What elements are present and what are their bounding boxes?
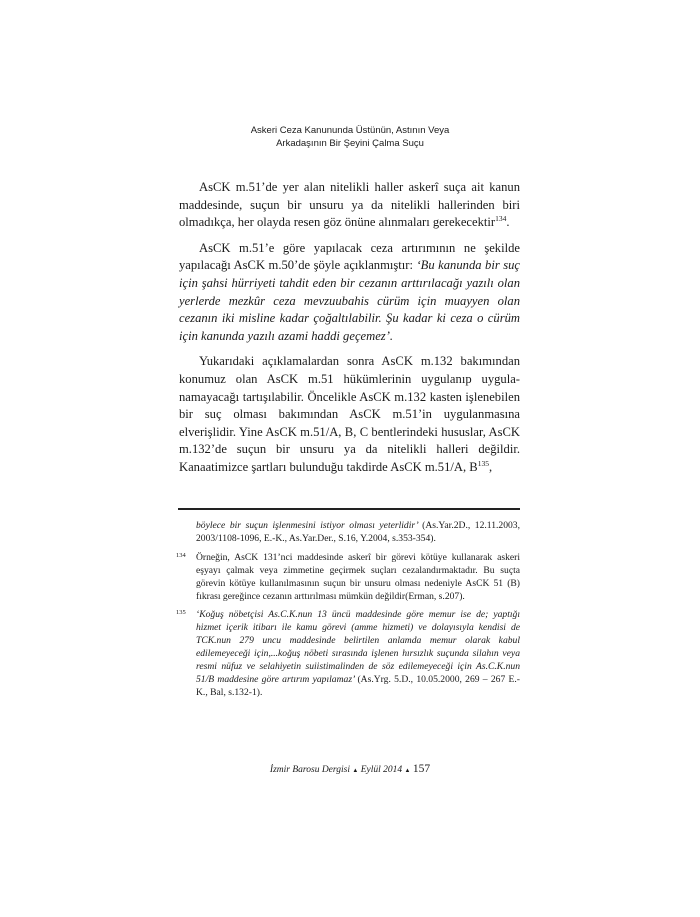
quoted-provision: ‘Bu kanunda bir suç için şahsi hürriyeti tahdit eden bir cezanın arttırılacağı yazılı olan yerlerde mezkûr ceza mevzuubahis cürüm için muayyen olan cezanın iki misline kadar çoğaltılabilir. Şu kadar ki ceza o cürüm için kanunda yazılı azami haddi geçemez’. bbox=[179, 258, 521, 343]
footnotes bbox=[176, 520, 520, 706]
footnote-ref-134[interactable]: 134 bbox=[495, 214, 507, 223]
footnote-continuation: böylece bir suçun işlenmesini istiyor olması yeterlidir’ (As.Yar.2D., 12.11.2003, 2003/1108-1096, E.-K., As.Yar.Der., S.16, Y.2004, s.353-354). bbox=[196, 520, 520, 544]
footnote-134: 134 Örneğin, AsCK 131’nci maddesinde askerî bir görevi kötüye kullanarak askeri eşyayı çalmak veya zimmetine geçirmek suçları cezalandırmaktadır. Bu suçta görevin kötüye kullanılmasının suçun bir unsuru olması nedeniyle AsCK 51 (B) fıkrası gereğince cezanın arttırılması mümkün değildir(Erman, s.207). bbox=[176, 551, 520, 602]
running-header bbox=[180, 124, 520, 150]
footnote-separator bbox=[178, 508, 520, 510]
running-header-line-1: Askeri Ceza Kanununda Üstünün, Astının Veya bbox=[250, 125, 450, 136]
footnote-ref-135[interactable]: 135 bbox=[477, 458, 489, 468]
running-header-line-2: Arkadaşının Bir Şeyini Çalma Suçu bbox=[276, 138, 424, 149]
paragraph-3: Yukarıdaki açıklamalardan sonra AsCK m.132 bakımından konumuz olan AsCK m.51 hükümlerinin uygulanıp uygulanamayacağı tartışılabilir. Öncelikle AsCK m.132 kasten işlenebilen bir suç olması bakımından AsCK m.51’in uygulanmasına elverişlidir. Yine AsCK m.51/A, B, C bentlerindeki hususlar, AsCK m.132’de suçun bir unsuru ya da nitelikli halleri değildir. Kanaatimizce şartları bulunduğu takdirde AsCK m.51/A, $B^{135}$, bbox=[179, 354, 520, 474]
footnote-number: 134 bbox=[176, 551, 186, 559]
body-text bbox=[179, 179, 520, 477]
issue-date: Eylül 2014 bbox=[360, 765, 403, 775]
separator-icon: ▲ bbox=[404, 768, 411, 774]
page-footer bbox=[180, 763, 520, 775]
journal-name: İzmir Barosu Dergisi bbox=[269, 765, 350, 775]
footnote-135: 135 ‘Koğuş nöbetçisi As.C.K.nun 13 üncü maddesinde göre memur ise de; yaptığı hizmet içerik itibarı ile kamu görevi (amme hizmeti) ve dolayısıyla kendisi de TCK.nun 279 uncu maddesinde belirtilen anlamda memur olarak kabul edilemeyeceği için,...koğuş nöbeti sırasında işlenen hırsızlık suçunda silahın veya resmi nüfuz ve selahiyetin suiistimalinden de söz edilemeyeceği için As.C.K.nun 51/B maddesine göre artırım yapılamaz’ (As.Yrg. 5.D., 10.05.2000, 269 – 267 E.-K., Bal, s.132-1). bbox=[176, 609, 520, 698]
paragraph-2: AsCK m.51’e göre yapılacak ceza artırımının ne şekilde yapılacağı AsCK m.50’de şöyle açıklanmıştır: ‘Bu kanunda bir suç için şahsi hürriyeti tahdit eden bir cezanın arttırılacağı yazılı olan yerlerde mezkûr ceza mevzuubahis cürüm için muayyen olan cezanın iki misline kadar çoğaltılabilir. Şu kadar ki ceza o cürüm için kanunda yazılı azami haddi geçemez’. bbox=[179, 240, 521, 343]
footnote-number: 135 bbox=[176, 609, 186, 617]
separator-icon: ▲ bbox=[352, 768, 359, 774]
page-number: 157 bbox=[412, 763, 431, 775]
paragraph-1: AsCK m.51’de yer alan nitelikli haller askerî suça ait kanun maddesinde, suçun bir unsuru ya da nitelikli hallerinden biri olmadıkça, her olayda resen göz önüne alınmaları gerekecektir$^{134}$. bbox=[179, 180, 520, 230]
